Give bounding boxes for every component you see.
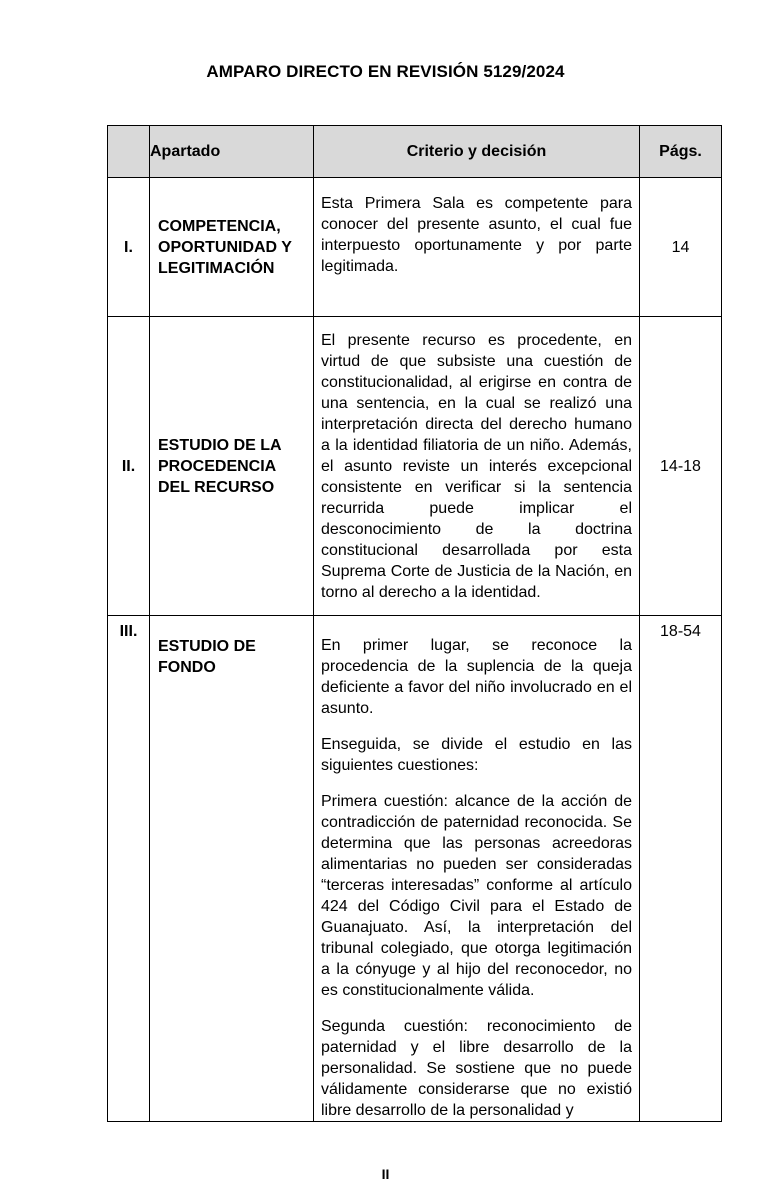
row-criterio <box>314 317 640 616</box>
criterio-paragraph: Enseguida, se divide el estudio en las siguientes cuestiones: <box>321 736 632 774</box>
criterio-paragraph: Segunda cuestión: reconocimiento de paternidad y el libre desarrollo de la personalidad. Se sostiene que no puede válidamente considerarse que no existió libre desarrollo de la personalidad y <box>321 1018 632 1119</box>
header-apartado: Apartado <box>150 126 314 178</box>
header-criterio: Criterio y decisión <box>314 126 640 178</box>
row-number: I. <box>108 178 150 317</box>
row-criterio <box>314 178 640 317</box>
table-row <box>108 178 722 317</box>
row-criterio <box>314 616 640 1122</box>
criterio-paragraph: El presente recurso es procedente, en virtud de que subsiste una cuestión de constitucionalidad, al erigirse en contra de una sentencia, en la cual se realizó una interpretación directa del derecho humano a la identidad filiatoria de un niño. Además, el asunto reviste un interés excepcional consistente en verificar si la sentencia recurrida puede implicar el desconocimiento de la doctrina constitucional desarrollada por esta Suprema Corte de Justicia de la Nación, en torno al derecho a la identidad. <box>321 332 632 601</box>
criterio-paragraph: Primera cuestión: alcance de la acción de contradicción de paternidad reconocida. Se determina que las personas acreedoras alimentarias no pueden ser consideradas “terceras interesadas” conforme al artículo 424 del Código Civil para el Estado de Guanajuato. Así, la interpretación del tribunal colegiado, que otorga legitimación a la cónyuge y al hijo del reconocedor, no es constitucionalmente válida. <box>321 793 632 999</box>
row-number: III. <box>108 616 150 1122</box>
table-header-row <box>108 126 722 178</box>
row-pages: 14 <box>640 178 722 317</box>
row-pages: 14-18 <box>640 317 722 616</box>
row-pages: 18-54 <box>640 616 722 1122</box>
row-apartado: COMPETENCIA, OPORTUNIDAD Y LEGITIMACIÓN <box>150 178 314 317</box>
page-number: II <box>381 1166 390 1182</box>
table-row <box>108 616 722 1122</box>
criterio-paragraph: En primer lugar, se reconoce la procedencia de la suplencia de la queja deficiente a favor del niño involucrado en el asunto. <box>321 637 632 717</box>
header-number <box>108 126 150 178</box>
row-apartado: ESTUDIO DE LA PROCEDENCIA DEL RECURSO <box>150 317 314 616</box>
header-pags: Págs. <box>640 126 722 178</box>
summary-table <box>107 125 722 1122</box>
row-apartado: ESTUDIO DE FONDO <box>150 616 314 1122</box>
table-row <box>108 317 722 616</box>
document-title: AMPARO DIRECTO EN REVISIÓN 5129/2024 <box>206 62 565 81</box>
criterio-paragraph: Esta Primera Sala es competente para conocer del presente asunto, el cual fue interpuesto oportunamente y por parte legitimada. <box>321 195 632 275</box>
row-number: II. <box>108 317 150 616</box>
